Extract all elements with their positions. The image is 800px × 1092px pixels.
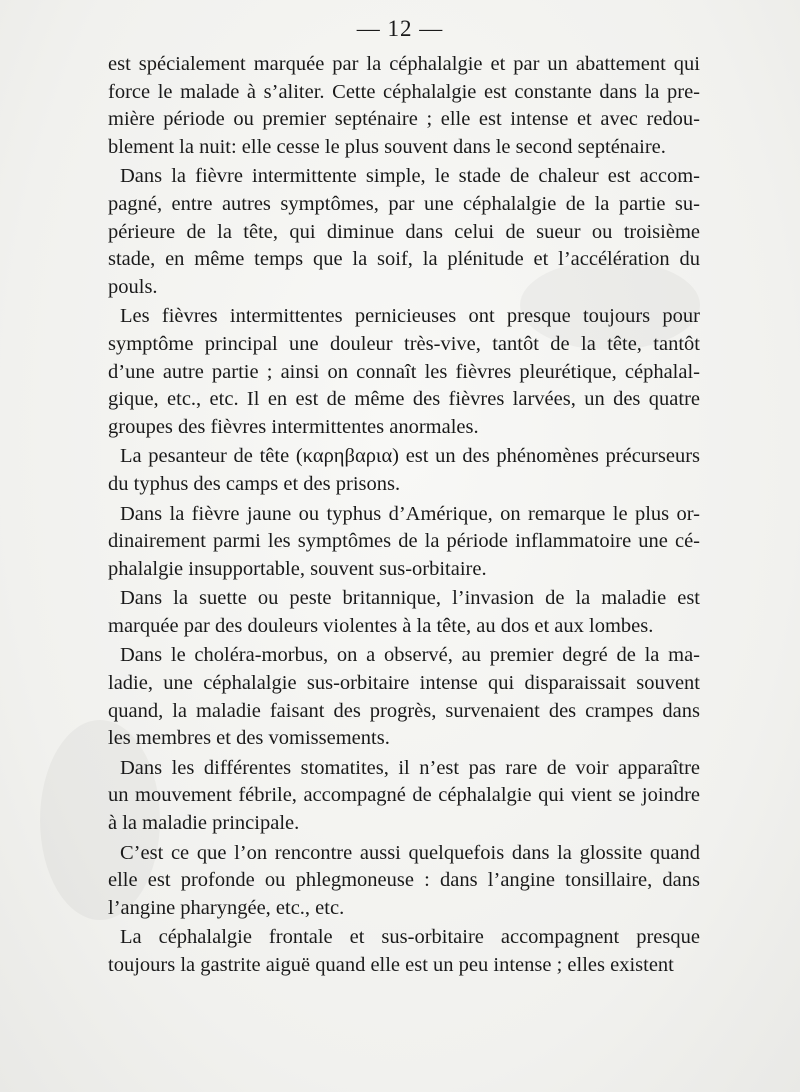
paragraph — [108, 443, 700, 498]
paragraph — [108, 642, 700, 752]
text-line: toujours la gastrite aiguë quand elle est un peu intense ; elles existent — [108, 954, 674, 976]
paragraph — [108, 585, 700, 640]
paragraph — [108, 755, 700, 838]
text-line: Dans la fièvre intermittente simple, le stade de chaleur est accom- — [120, 165, 700, 188]
text-line: quand, la maladie faisant des progrès, survenaient des crampes dans — [108, 699, 700, 722]
text-line: un mouvement fébrile, accompagné de céphalalgie qui vient se joindre — [108, 784, 700, 807]
body-text — [108, 51, 700, 980]
text-line: stade, en même temps que la soif, la plénitude et l’accélération du — [108, 248, 700, 271]
paragraph — [108, 303, 700, 441]
text-line: elle est profonde ou phlegmoneuse : dans l’angine tonsillaire, dans — [108, 869, 700, 892]
text-line: ladie, une céphalalgie sus-orbitaire intense qui disparaissait souvent — [108, 672, 700, 695]
text-line: La pesanteur de tête (καρηβαρια) est un des phénomènes précurseurs — [120, 445, 700, 468]
text-line: pagné, entre autres symptômes, par une céphalalgie de la partie su- — [108, 192, 700, 215]
text-line: groupes des fièvres intermittentes anormales. — [108, 415, 479, 438]
text-line: mière période ou premier septénaire ; elle est intense et avec redou- — [108, 108, 700, 131]
text-line: Dans les différentes stomatites, il n’est pas rare de voir apparaître — [120, 756, 700, 779]
text-line: l’angine pharyngée, etc., etc. — [108, 896, 345, 919]
text-line: phalalgie insupportable, souvent sus-orbitaire. — [108, 557, 487, 580]
text-line: dinairement parmi les symptômes de la période inflammatoire une cé- — [108, 530, 700, 553]
text-line: Dans la suette ou peste britannique, l’invasion de la maladie est — [120, 587, 700, 610]
text-line: est spécialement marquée par la céphalalgie et par un abattement qui — [108, 53, 700, 75]
paragraph — [108, 924, 700, 979]
paragraph — [108, 501, 700, 584]
text-line: pouls. — [108, 275, 158, 298]
text-line: blement la nuit: elle cesse le plus souvent dans le second septénaire. — [108, 135, 666, 158]
text-line: Dans le choléra-morbus, on a observé, au premier degré de la ma- — [120, 644, 700, 667]
paragraph — [108, 51, 700, 161]
paragraph — [108, 840, 700, 923]
paragraph — [108, 163, 700, 301]
text-line: gique, etc., etc. Il en est de même des fièvres larvées, un des quatre — [108, 388, 700, 411]
text-line: symptôme principal une douleur très-vive, tantôt de la tête, tantôt — [108, 332, 700, 355]
text-line: du typhus des camps et des prisons. — [108, 472, 401, 495]
text-line: Dans la fièvre jaune ou typhus d’Amérique, on remarque le plus or- — [120, 502, 700, 525]
text-line: les membres et des vomissements. — [108, 727, 390, 750]
text-line: marquée par des douleurs violentes à la tête, au dos et aux lombes. — [108, 614, 654, 637]
text-line: C’est ce que l’on rencontre aussi quelquefois dans la glossite quand — [120, 841, 700, 864]
text-line: périeure de la tête, qui diminue dans celui de sueur ou troisième — [108, 220, 700, 243]
text-line: Les fièvres intermittentes pernicieuses ont presque toujours pour — [120, 305, 700, 328]
text-line: d’une autre partie ; ainsi on connaît les fièvres pleurétique, céphalal- — [108, 360, 700, 383]
text-line: La céphalalgie frontale et sus-orbitaire accompagnent presque — [120, 926, 700, 949]
text-line: force le malade à s’aliter. Cette céphalalgie est constante dans la pre- — [108, 80, 700, 103]
page-number: — 12 — — [356, 16, 444, 41]
text-line: à la maladie principale. — [108, 812, 300, 835]
